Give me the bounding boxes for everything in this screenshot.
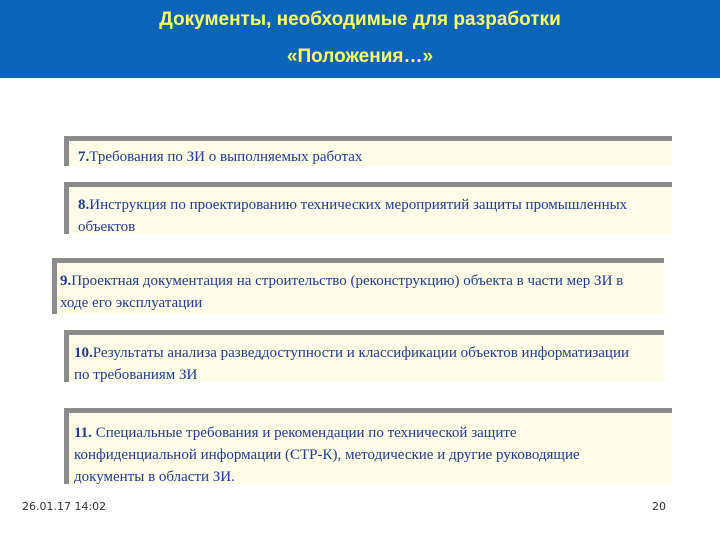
doc-item-7-label: Требования по ЗИ о выполняемых работах — [89, 149, 363, 165]
doc-item-8-label: Инструкция по проектированию технических мероприятий защиты промышленных объектов — [78, 197, 628, 235]
slide-title-line-1: Документы, необходимые для разработки — [159, 9, 561, 30]
doc-item-11-text — [74, 422, 634, 488]
doc-item-11-label: Специальные требования и рекомендации по технической защите конфиденциальной информации (СТР-К), методические и другие руководящие документы в области ЗИ. — [74, 425, 580, 485]
doc-item-7 — [64, 136, 672, 166]
doc-item-10-text — [74, 342, 634, 386]
doc-item-7-text — [78, 146, 658, 168]
footer-date: 26.01.17 14:02 — [22, 500, 107, 513]
doc-item-11-number: 11. — [74, 425, 92, 441]
doc-item-7-number: 7. — [78, 149, 90, 165]
doc-item-11 — [64, 408, 672, 484]
doc-item-9-label: Проектная документация на строительство (реконструкцию) объекта в части мер ЗИ в ходе его эксплуатации — [60, 273, 624, 311]
doc-item-9-text — [60, 270, 650, 314]
doc-item-10 — [64, 330, 664, 382]
doc-item-8-number: 8. — [78, 197, 90, 213]
slide-title-line-2: «Положения…» — [286, 46, 434, 67]
slide-header — [0, 0, 720, 78]
slide-number: 20 — [652, 500, 666, 513]
doc-item-9 — [52, 258, 664, 314]
doc-item-8 — [64, 182, 672, 234]
doc-item-10-label: Результаты анализа разведдоступности и классификации объектов информатизации по требованиям ЗИ — [74, 345, 630, 383]
doc-item-10-number: 10. — [74, 345, 93, 361]
doc-item-8-text — [78, 194, 648, 238]
doc-item-9-number: 9. — [60, 273, 72, 289]
